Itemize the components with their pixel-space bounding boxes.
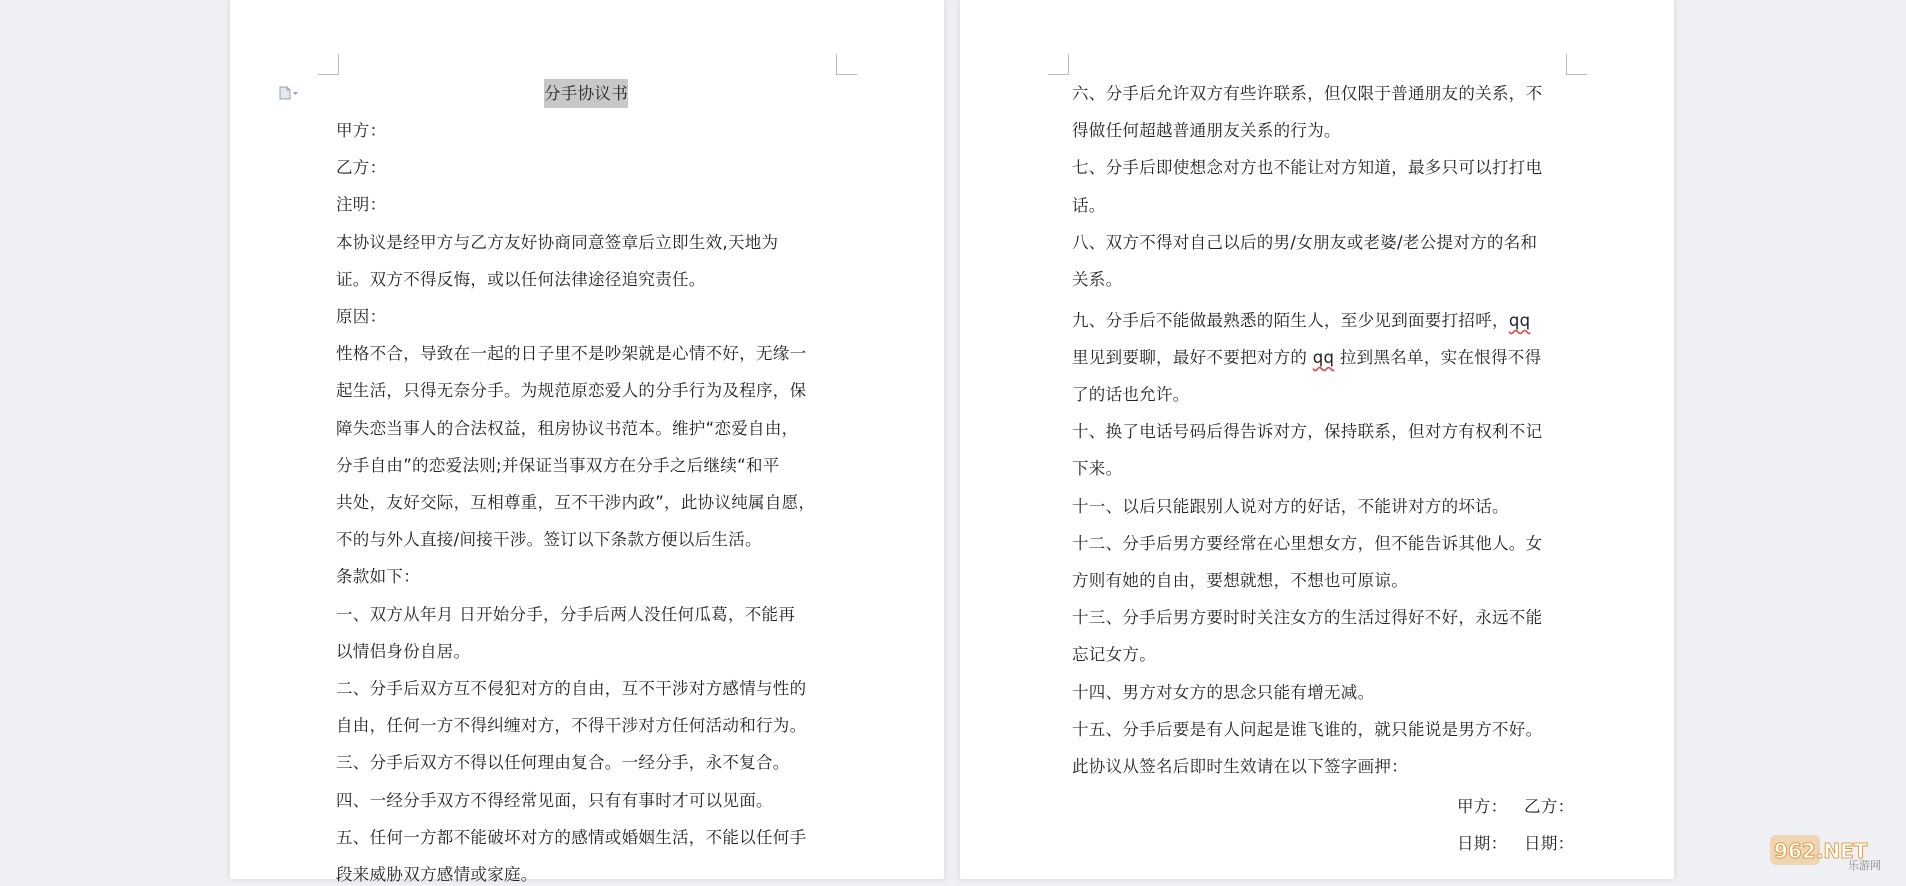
text-line: 一、双方从年月 日开始分手，分手后两人没任何瓜葛，不能再 [336, 604, 796, 624]
watermark-sub: 乐游网 [1848, 859, 1881, 871]
signature-line-date: 日期： 日期： [1457, 834, 1575, 853]
text-line: 段来威胁双方感情或家庭。 [336, 865, 538, 884]
text-line: 八、双方不得对自己以后的男/女朋友或老婆/老公提对方的名和 [1072, 232, 1538, 252]
text-line: 条款如下： [336, 567, 420, 587]
text-line: 以情侣身份自居。 [336, 641, 471, 661]
document-page-right [960, 0, 1674, 879]
document-icon[interactable] [278, 86, 300, 100]
text-line: 十二、分手后男方要经常在心里想女方，但不能告诉其他人。女 [1072, 533, 1543, 553]
text-line: 共处，友好交际，互相尊重，互不干涉内政”，此协议纯属自愿， [336, 493, 816, 512]
text-line: 障失恋当事人的合法权益，租房协议书范本。维护“恋爱自由， [336, 418, 799, 438]
text-line: 十一、以后只能跟别人说对方的好话，不能讲对方的坏话。 [1072, 496, 1509, 516]
text-line: 九、分手后不能做最熟悉的陌生人，至少见到面要打招呼，qq [1072, 311, 1531, 330]
text-line: 里见到要聊，最好不要把对方的 qq 拉到黑名单，实在恨得不得 [1072, 348, 1542, 367]
text-line: 四、一经分手双方不得经常见面，只有有事时才可以见面。 [336, 790, 773, 810]
signature-line-party: 甲方： 乙方： [1457, 797, 1575, 816]
text-line: 不的与外人直接/间接干涉。签订以下条款方便以后生活。 [336, 530, 762, 550]
text-line: 性格不合，导致在一起的日子里不是吵架就是心情不好，无缘一 [336, 344, 807, 364]
text-line: 此协议从签名后即时生效请在以下签字画押： [1072, 757, 1408, 776]
site-watermark-logo [1768, 831, 1898, 871]
title-selection-highlight[interactable]: 分手协议书 [544, 79, 628, 108]
text-line: 甲方： [336, 121, 387, 140]
text-line: 十三、分手后男方要时时关注女方的生活过得好不好，永远不能 [1072, 608, 1543, 628]
text-line: 乙方： [336, 158, 387, 178]
text-line: 关系。 [1072, 270, 1123, 289]
text-line: 三、分手后双方不得以任何理由复合。一经分手，永不复合。 [336, 753, 790, 773]
text-line: 注明： [336, 195, 387, 215]
text-line: 本协议是经甲方与乙方友好协商同意签章后立即生效,天地为 [336, 232, 779, 252]
margin-corner-mark [836, 54, 857, 75]
margin-corner-mark [1566, 54, 1587, 75]
document-page-left [230, 0, 944, 884]
text-line: 七、分手后即使想念对方也不能让对方知道，最多只可以打打电 [1072, 158, 1543, 178]
text-line: 话。 [1072, 195, 1106, 215]
text-line: 自由，任何一方不得纠缠对方，不得干涉对方任何活动和行为。 [336, 716, 807, 736]
watermark-brand: 962.NET [1774, 839, 1868, 863]
text-line: 十五、分手后要是有人问起是谁飞谁的，就只能说是男方不好。 [1072, 719, 1543, 739]
text-line: 得做任何超越普通朋友关系的行为。 [1072, 121, 1341, 141]
text-line: 分手自由”的恋爱法则;并保证当事双方在分手之后继续“和平 [336, 455, 780, 475]
text-line: 下来。 [1072, 459, 1123, 479]
text-line: 二、分手后双方互不侵犯对方的自由，互不干涉对方感情与性的 [336, 679, 807, 698]
text-line: 证。双方不得反悔，或以任何法律途径追究责任。 [336, 269, 706, 289]
text-line: 六、分手后允许双方有些许联系，但仅限于普通朋友的关系，不 [1072, 84, 1543, 103]
text-line: 方则有她的自由，要想就想，不想也可原谅。 [1072, 571, 1408, 590]
document-title [544, 83, 628, 105]
text-line: 忘记女方。 [1072, 645, 1156, 665]
spellcheck-word[interactable]: qq [1312, 348, 1335, 367]
margin-corner-mark [318, 54, 339, 75]
text-line: 十四、男方对女方的思念只能有增无减。 [1072, 682, 1375, 702]
text-line: 原因： [336, 307, 387, 326]
margin-corner-mark [1048, 54, 1069, 75]
text-line: 起生活，只得无奈分手。为规范原恋爱人的分手行为及程序，保 [336, 381, 807, 401]
text-line: 了的话也允许。 [1072, 385, 1190, 404]
text-line: 十、换了电话号码后得告诉对方，保持联系，但对方有权利不记 [1072, 422, 1543, 442]
spellcheck-word[interactable]: qq [1508, 311, 1531, 330]
text-line: 五、任何一方都不能破坏对方的感情或婚姻生活，不能以任何手 [336, 827, 807, 847]
